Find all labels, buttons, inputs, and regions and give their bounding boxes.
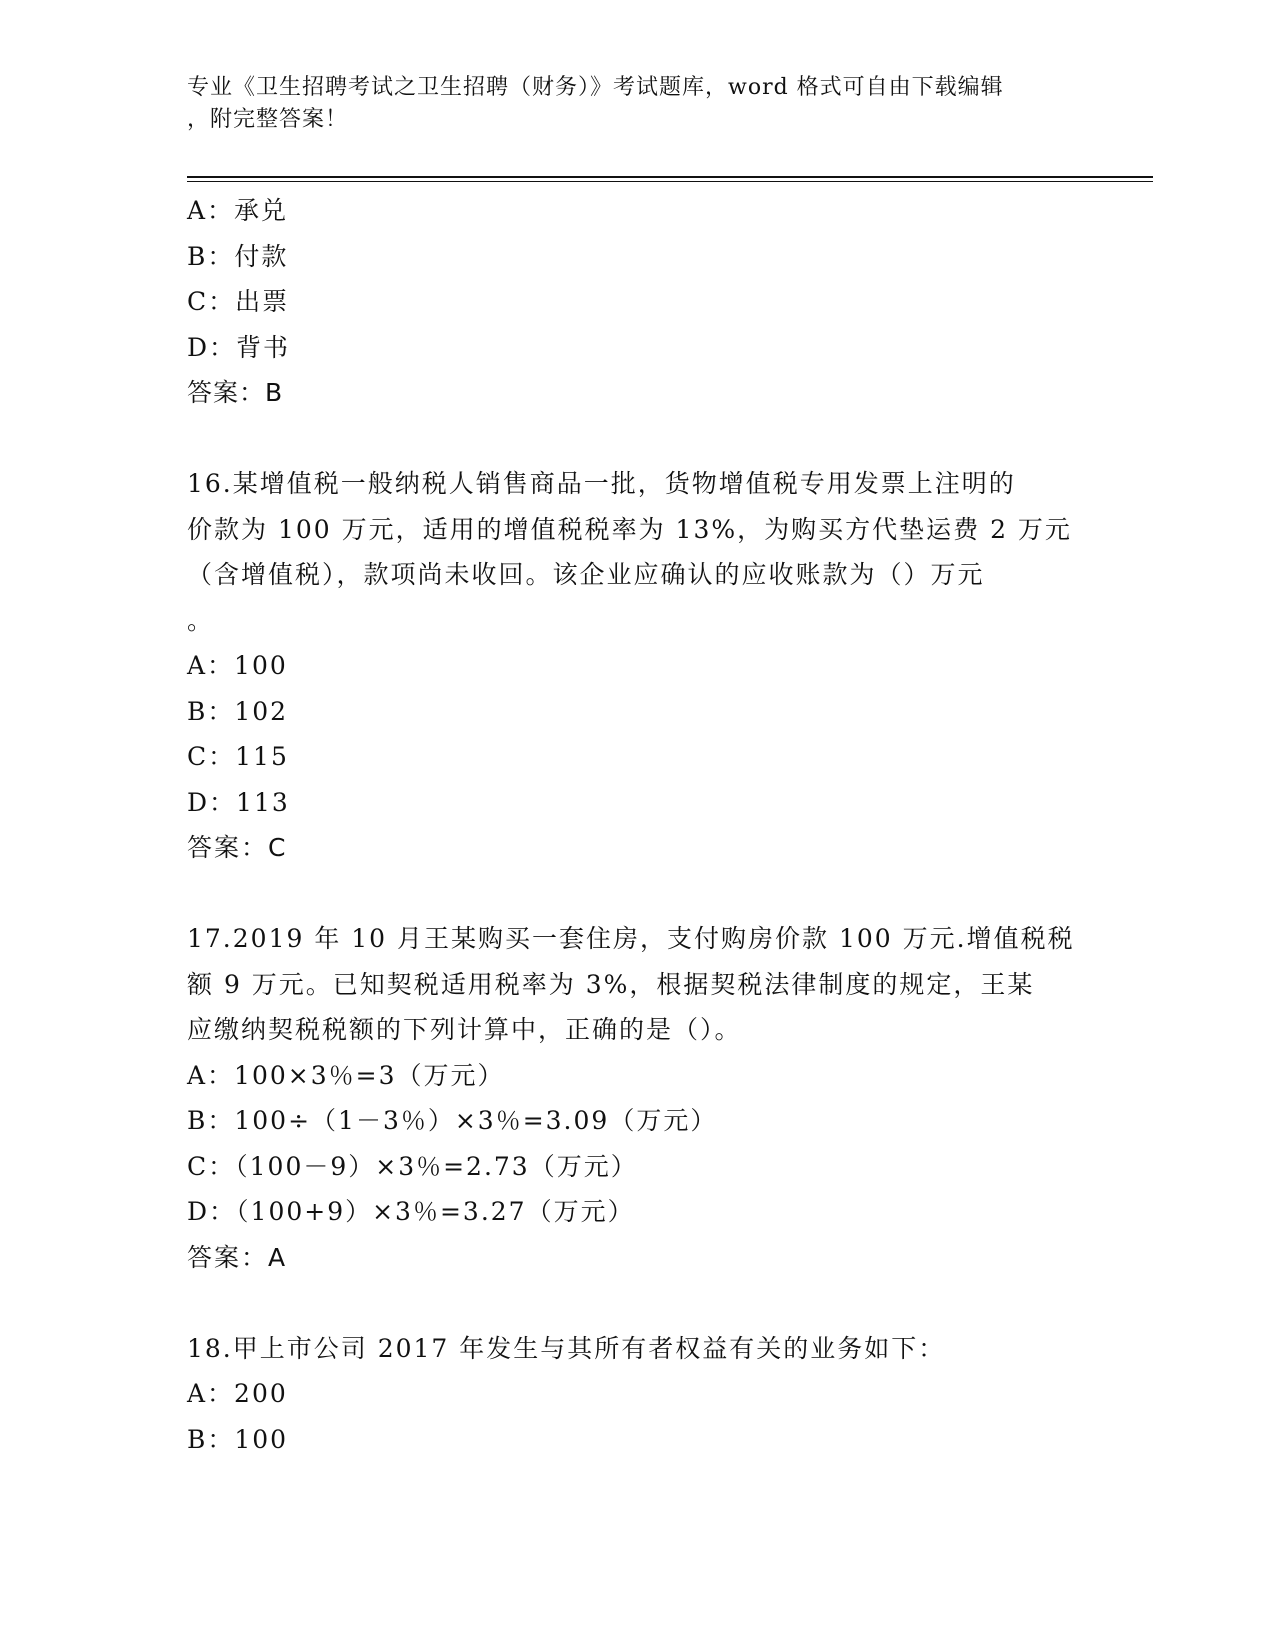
header-rule-thick [187, 176, 1153, 178]
option-a: A：100×3％=3（万元） [187, 1060, 505, 1090]
question-16 [187, 461, 1087, 871]
header-line-2: ，附完整答案！ [187, 107, 349, 132]
option-a: A：200 [187, 1379, 288, 1408]
spacer [187, 416, 1087, 462]
question-17 [187, 916, 1087, 1280]
question-18 [187, 1326, 1087, 1463]
spacer [187, 1280, 1087, 1326]
option-d: D：（100+9）×3％=3.27（万元） [187, 1197, 635, 1226]
header-rule-thin [187, 181, 1153, 182]
question-15 [187, 188, 1087, 416]
answer-label: 答案：B [187, 378, 284, 407]
option-a: A：100 [187, 651, 288, 680]
question-list [187, 188, 1087, 1462]
answer-label: 答案：C [187, 833, 288, 862]
question-text-line: 16.某增值税一般纳税人销售商品一批，货物增值税专用发票上注明的 [187, 469, 1016, 498]
question-text-line: 价款为 100 万元，适用的增值税税率为 13%，为购买方代垫运费 2 万元 [187, 514, 1072, 544]
question-text-line: 应缴纳契税税额的下列计算中，正确的是（）。 [187, 1015, 742, 1044]
header-line-1: 专业《卫生招聘考试之卫生招聘（财务）》考试题库，word 格式可自由下载编辑 [187, 75, 1004, 100]
option-b: B：100 [187, 1424, 289, 1454]
option-b: B：付款 [187, 241, 289, 271]
spacer [187, 871, 1087, 917]
question-text-line: 17.2019 年 10 月王某购买一套住房，支付购房价款 100 万元.增值税税 [187, 924, 1075, 953]
option-b: B：100÷（1－3％）×3％=3.09（万元） [187, 1106, 718, 1135]
option-b: B：102 [187, 696, 289, 726]
option-a: A：承兑 [187, 196, 289, 225]
document-header [187, 72, 1067, 136]
option-c: C：出票 [187, 287, 290, 316]
question-text-line: （含增值税），款项尚未收回。该企业应确认的应收账款为（）万元 [187, 560, 985, 589]
question-text-line: 额 9 万元。已知契税适用税率为 3%，根据契税法律制度的规定，王某 [187, 969, 1035, 999]
option-d: D：113 [187, 787, 290, 817]
option-d: D：背书 [187, 332, 291, 362]
option-c: C：（100－9）×3％=2.73（万元） [187, 1151, 638, 1181]
option-c: C：115 [187, 742, 289, 771]
answer-label: 答案：A [187, 1242, 288, 1272]
question-text-line: 。 [187, 605, 215, 635]
question-text-line: 18.甲上市公司 2017 年发生与其所有者权益有关的业务如下： [187, 1333, 946, 1363]
